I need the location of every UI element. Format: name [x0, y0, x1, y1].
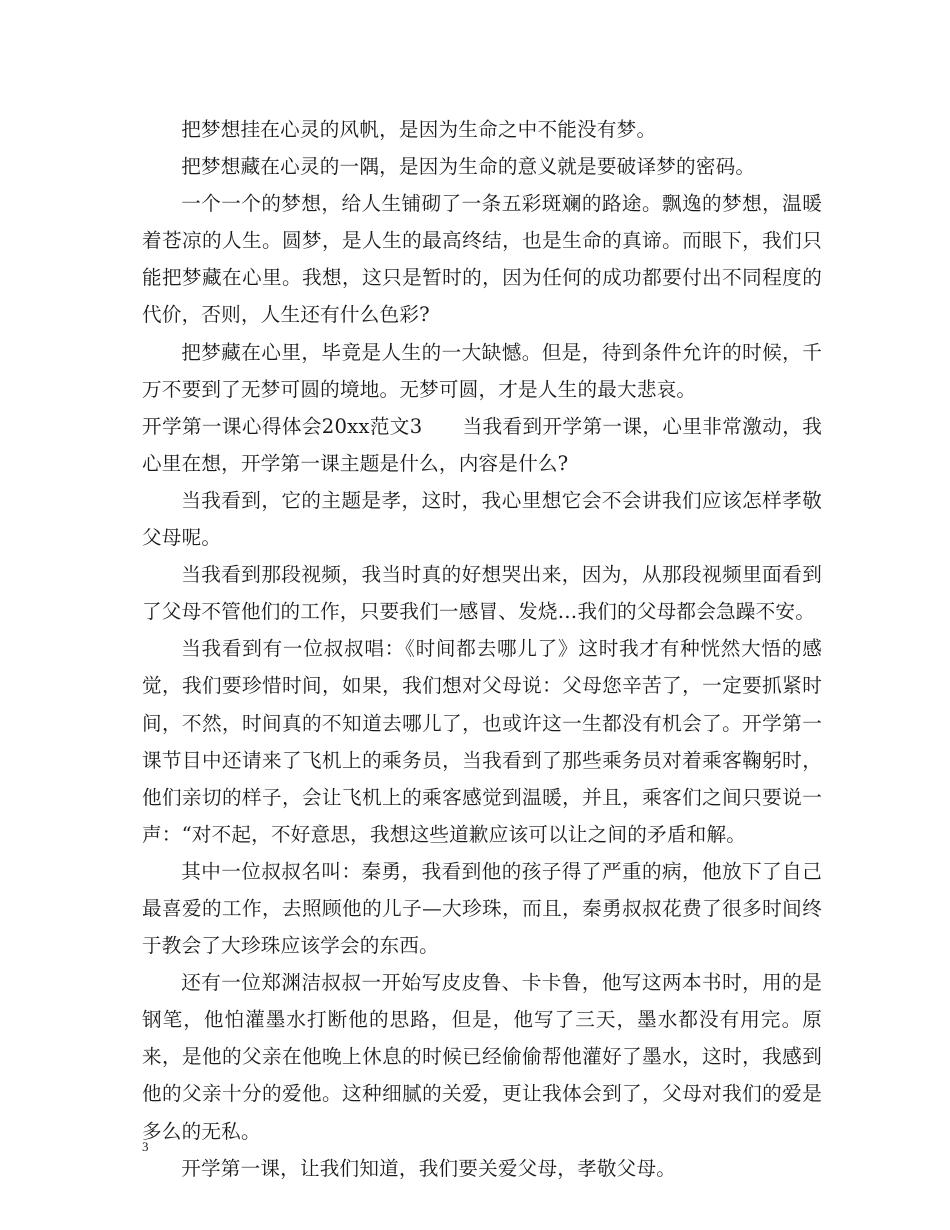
paragraph-1: 把梦想挂在心灵的风帆，是因为生命之中不能没有梦。 — [181, 118, 657, 141]
paragraph-8: 当我看到有一位叔叔唱：《时间都去哪儿了》这时我才有种恍然大悟的感觉，我们要珍惜时间，如果，我们想对父母说：父母您辛苦了，一定要抓紧时间，不然，时间真的不知道去哪儿了，也或许这一生都没有机会了。开学第一课节目中还请来了飞机上的乘务员，当我看到了那些乘务员对着乘客鞠躬时，他们亲切的样子，会让飞机上的乘客感觉到温暖，并且，乘客们之间只要说一声：“对不起，不好意思，我想这些道歉应该可以让之间的矛盾和解。 — [142, 637, 822, 846]
paragraph-2: 把梦想藏在心灵的一隅，是因为生命的意义就是要破译梦的密码。 — [181, 155, 756, 179]
page-number: 3 — [142, 1139, 149, 1154]
document-body — [142, 111, 822, 1187]
paragraph-11: 开学第一课，让我们知道，我们要关爱父母，孝敬父母。 — [181, 1156, 677, 1180]
paragraph-4: 把梦藏在心里，毕竟是人生的一大缺憾。但是，待到条件允许的时候，千万不要到了无梦可圆的境地。无梦可圆，才是人生的最大悲哀。 — [142, 340, 822, 401]
paragraph-5-section-heading: 开学第一课心得体会20xx范文3 当我看到开学第一课，心里非常激动，我心里在想，开学第一课主题是什么，内容是什么? — [142, 414, 822, 475]
paragraph-3: 一个一个的梦想，给人生铺砌了一条五彩斑斓的路途。飘逸的梦想，温暖着苍凉的人生。圆梦，是人生的最高终结，也是生命的真谛。而眼下，我们只能把梦藏在心里。我想，这只是暂时的，因为任何的成功都要付出不同程度的代价，否则，人生还有什么色彩? — [142, 192, 822, 327]
paragraph-10: 还有一位郑渊洁叔叔一开始写皮皮鲁、卡卡鲁，他写这两本书时，用的是钢笔，他怕灌墨水打断他的思路，但是，他写了三天，墨水都没有用完。原来，是他的父亲在他晚上休息的时候已经偷偷帮他灌好了墨水，这时，我感到他的父亲十分的爱他。这种细腻的关爱，更让我体会到了，父母对我们的爱是多么的无私。 — [142, 971, 822, 1143]
paragraph-7: 当我看到那段视频，我当时真的好想哭出来，因为，从那段视频里面看到了父母不管他们的工作，只要我们一感冒、发烧…我们的父母都会急躁不安。 — [142, 563, 822, 624]
paragraph-6: 当我看到，它的主题是孝，这时，我心里想它会不会讲我们应该怎样孝敬父母呢。 — [142, 488, 822, 550]
paragraph-9: 其中一位叔叔名叫：秦勇，我看到他的孩子得了严重的病，他放下了自己最喜爱的工作，去照顾他的儿子—大珍珠，而且，秦勇叔叔花费了很多时间终于教会了大珍珠应该学会的东西。 — [142, 859, 822, 958]
